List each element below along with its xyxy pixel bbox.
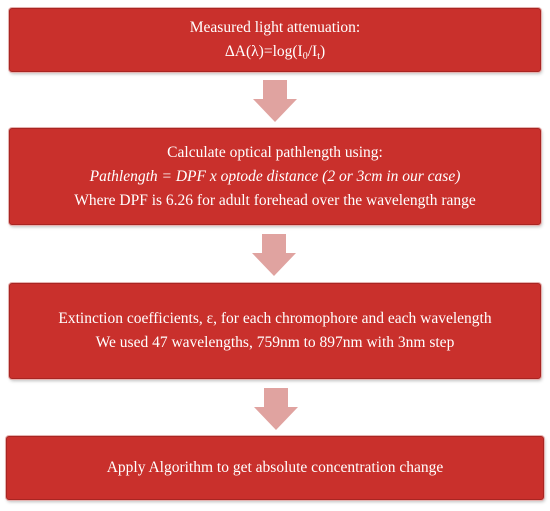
step-2-title: Calculate optical pathlength using: xyxy=(167,143,383,161)
step-box-measured-attenuation xyxy=(9,8,541,72)
down-arrow-icon xyxy=(252,234,296,276)
extinction-coefficients-text xyxy=(58,307,491,331)
equation-mid: /I xyxy=(307,43,318,60)
step-1-title: Measured light attenuation: xyxy=(189,19,361,36)
wavelengths-text: We used 47 wavelengths, 759nm to 897nm with 3nm step xyxy=(95,334,455,351)
step-box-extinction-coefficients xyxy=(9,283,541,379)
extinction-line: Extinction coefficients, ε, for each chromophore and each wavelength xyxy=(58,310,492,327)
step-box-optical-pathlength xyxy=(9,128,541,225)
attenuation-equation xyxy=(225,40,325,64)
equation-suffix: ) xyxy=(319,43,326,60)
equation-subscript-0: 0 xyxy=(302,51,308,62)
dpf-note: Where DPF is 6.26 for adult forehead over the wavelength range xyxy=(74,191,476,209)
apply-algorithm-text: Apply Algorithm to get absolute concentration change xyxy=(106,459,444,476)
down-arrow-icon xyxy=(254,388,298,430)
pathlength-formula: Pathlength = DPF x optode distance (2 or 3cm in our case) xyxy=(89,167,461,185)
equation-subscript-t: t xyxy=(317,51,320,62)
equation-prefix: ΔA(λ)=log(I xyxy=(224,43,303,60)
step-box-apply-algorithm xyxy=(6,436,544,500)
down-arrow-icon xyxy=(253,80,297,122)
